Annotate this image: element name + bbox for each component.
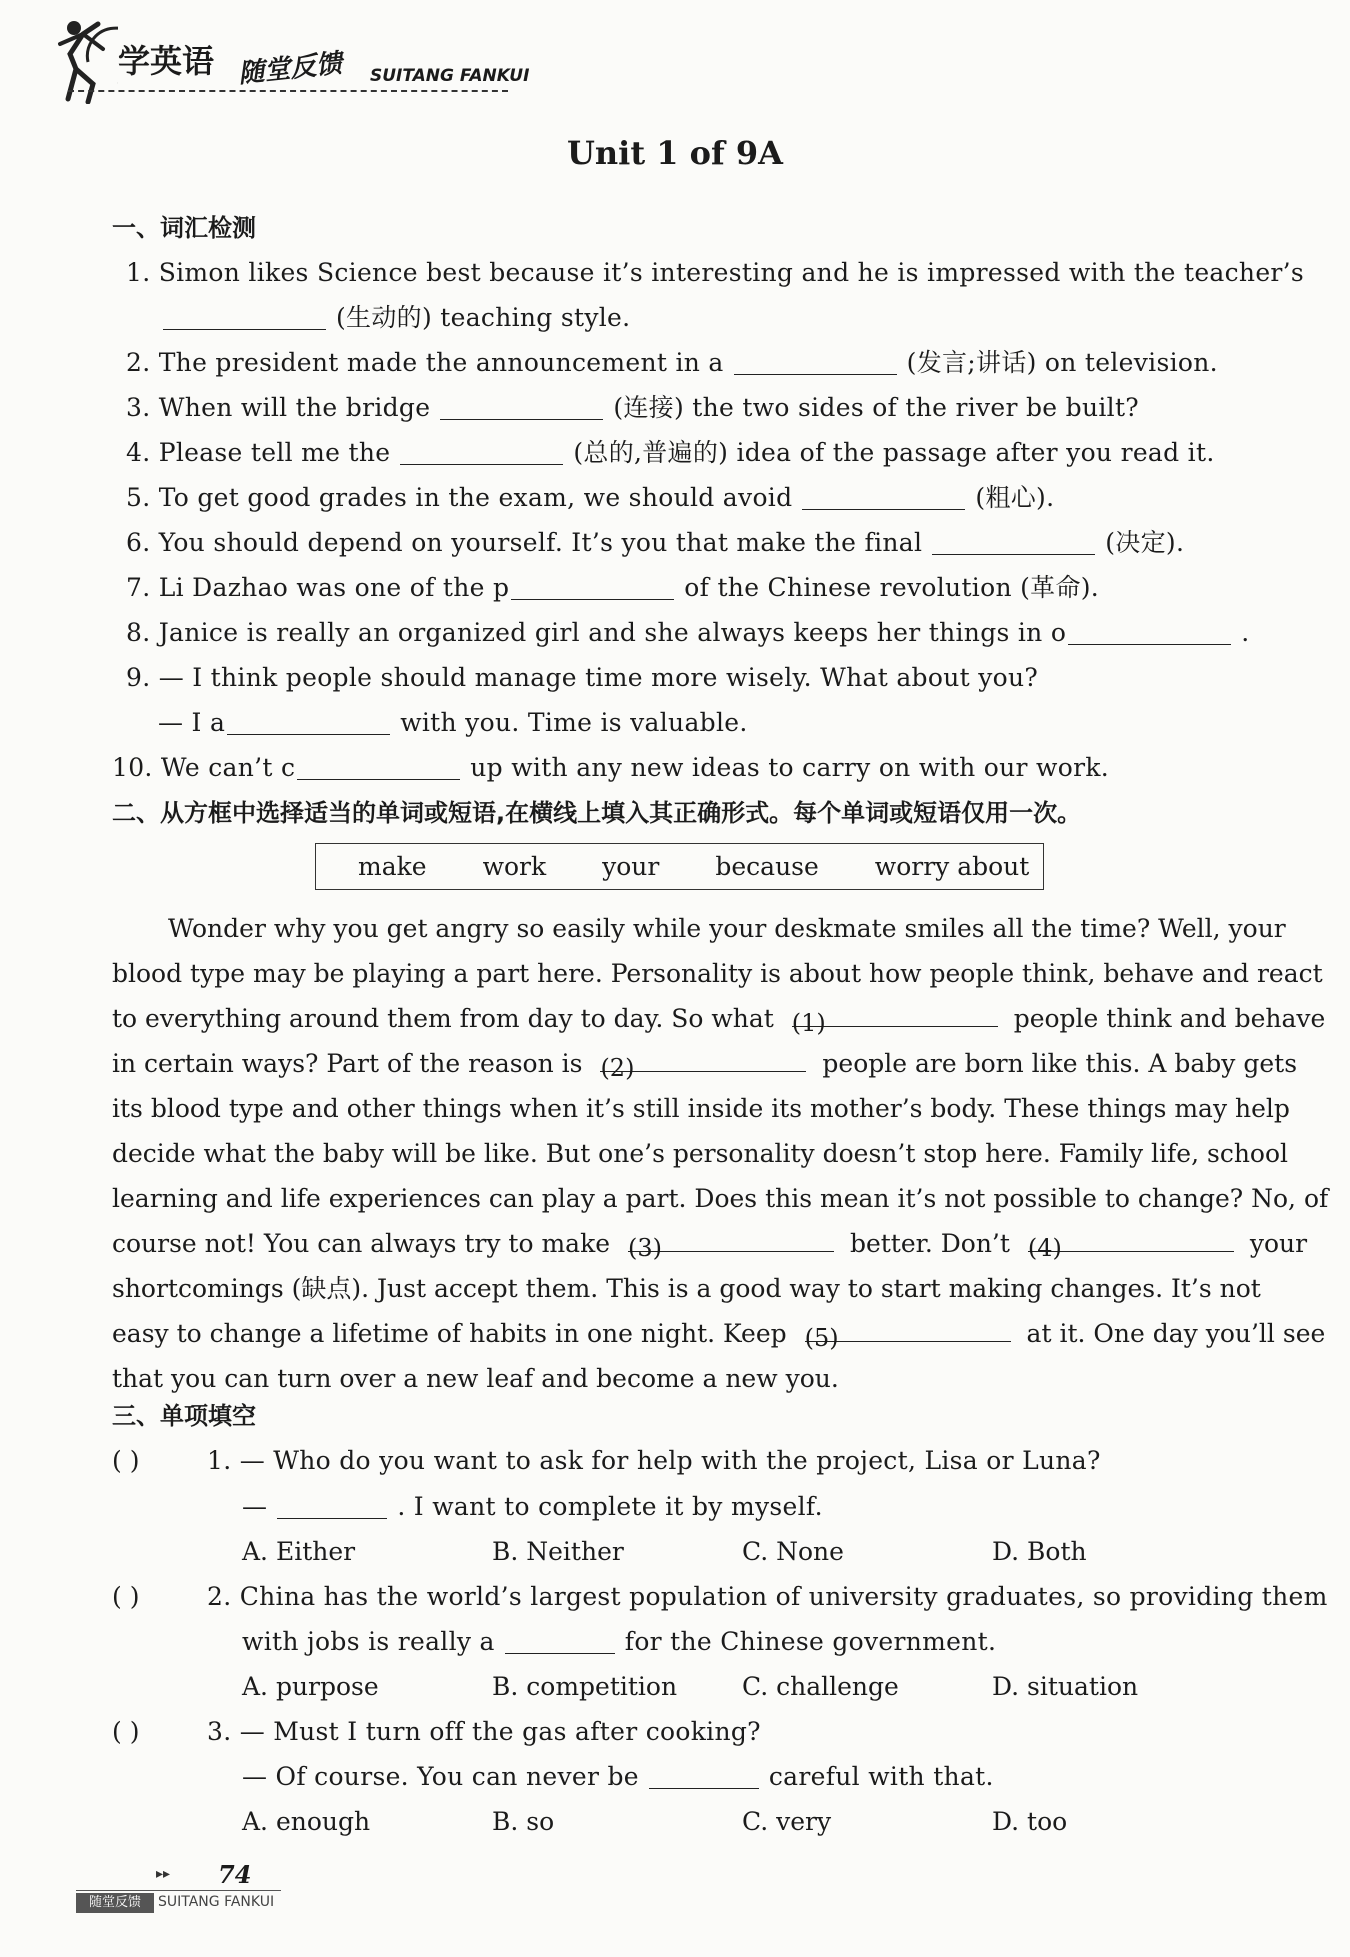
page-arrows-icon: ▸▸ bbox=[156, 1866, 171, 1882]
question-3-reply: — Of course. You can never be careful with that. bbox=[242, 1762, 994, 1791]
option-c[interactable]: C. challenge bbox=[742, 1672, 899, 1701]
vocab-item-7: 7. Li Dazhao was one of the p of the Chinese revolution (革命). bbox=[126, 573, 1100, 602]
cloze-passage bbox=[112, 906, 1329, 1401]
answer-blank[interactable] bbox=[511, 573, 674, 600]
section2-heading: 二、从方框中选择适当的单词或短语,在横线上填入其正确形式。每个单词或短语仅用一次。 bbox=[112, 799, 1082, 827]
answer-blank[interactable] bbox=[400, 438, 563, 465]
answer-blank[interactable] bbox=[440, 393, 603, 420]
vocab-item-6: 6. You should depend on yourself. It’s you that make the final (决定). bbox=[126, 528, 1185, 557]
footer-rule bbox=[76, 1890, 281, 1891]
header-logo bbox=[48, 14, 548, 104]
option-b[interactable]: B. Neither bbox=[492, 1537, 624, 1566]
answer-paren[interactable]: ( ) bbox=[112, 1582, 140, 1611]
passage-line: Wonder why you get angry so easily while your deskmate smiles all the time? Well, your bbox=[168, 914, 1286, 943]
cloze-blank-2[interactable]: (2) bbox=[600, 1045, 806, 1072]
answer-blank[interactable] bbox=[163, 303, 326, 330]
passage-line: easy to change a lifetime of habits in one night. Keep (5) at it. One day you’ll see bbox=[112, 1311, 1250, 1356]
passage-line: its blood type and other things when it’s still inside its mother’s body. These things may help bbox=[112, 1094, 1290, 1123]
answer-blank[interactable] bbox=[227, 708, 390, 735]
answer-blank[interactable] bbox=[734, 348, 897, 375]
vocab-item-4: 4. Please tell me the (总的,普遍的) idea of the passage after you read it. bbox=[126, 438, 1215, 467]
option-a[interactable]: A. purpose bbox=[242, 1672, 379, 1701]
section3-heading: 三、单项填空 bbox=[112, 1402, 256, 1430]
vocab-item-8: 8. Janice is really an organized girl and she always keeps her things in o . bbox=[126, 618, 1250, 647]
question-3: 3. — Must I turn off the gas after cooking? bbox=[207, 1717, 761, 1746]
word-bank-item: work bbox=[482, 852, 547, 881]
option-a[interactable]: A. Either bbox=[242, 1537, 356, 1566]
passage-line: in certain ways? Part of the reason is (2) people are born like this. A baby gets bbox=[112, 1041, 1250, 1086]
option-d[interactable]: D. Both bbox=[992, 1537, 1087, 1566]
option-a[interactable]: A. enough bbox=[242, 1807, 371, 1836]
passage-line: shortcomings (缺点). Just accept them. This is a good way to start making changes. It’s not bbox=[112, 1274, 1261, 1303]
vocab-item-1: 1. Simon likes Science best because it’s interesting and he is impressed with the teacher’s bbox=[126, 258, 1305, 287]
word-bank-item: worry about bbox=[874, 852, 1030, 881]
answer-blank[interactable] bbox=[505, 1627, 615, 1654]
footer-badge: 随堂反馈 bbox=[76, 1893, 154, 1913]
answer-blank[interactable] bbox=[297, 753, 460, 780]
cloze-blank-1[interactable]: (1) bbox=[792, 1000, 998, 1027]
logo-latin: SUITANG FANKUI bbox=[370, 66, 530, 86]
vocab-item-10: 10. We can’t c up with any new ideas to carry on with our work. bbox=[112, 753, 1110, 782]
answer-blank[interactable] bbox=[802, 483, 965, 510]
footer-subtitle: SUITANG FANKUI bbox=[158, 1894, 275, 1910]
header-dashed-rule bbox=[68, 90, 508, 92]
option-d[interactable]: D. too bbox=[992, 1807, 1068, 1836]
passage-line: learning and life experiences can play a part. Does this mean it’s not possible to change? No, of bbox=[112, 1184, 1329, 1213]
vocab-item-9: 9. — I think people should manage time more wisely. What about you? bbox=[126, 663, 1039, 692]
cloze-blank-4[interactable]: (4) bbox=[1028, 1225, 1234, 1252]
logo-script: 随堂反馈 bbox=[236, 48, 344, 90]
answer-blank[interactable] bbox=[649, 1762, 759, 1789]
vocab-item-2: 2. The president made the announcement in a (发言;讲话) on television. bbox=[126, 348, 1218, 377]
passage-line: that you can turn over a new leaf and become a new you. bbox=[112, 1364, 839, 1393]
vocab-item-1-cont: (生动的) teaching style. bbox=[161, 302, 630, 334]
answer-paren[interactable]: ( ) bbox=[112, 1717, 140, 1746]
word-bank-item: your bbox=[602, 852, 660, 881]
option-c[interactable]: C. very bbox=[742, 1807, 832, 1836]
passage-line: to everything around them from day to day. So what (1) people think and behave bbox=[112, 996, 1250, 1041]
vocab-item-9-reply: — I a with you. Time is valuable. bbox=[158, 708, 748, 737]
cloze-blank-3[interactable]: (3) bbox=[628, 1225, 834, 1252]
word-bank-item: because bbox=[715, 852, 819, 881]
vocab-item-5: 5. To get good grades in the exam, we should avoid (粗心). bbox=[126, 483, 1055, 512]
logo-text: 学英语 bbox=[118, 42, 215, 80]
passage-line: decide what the baby will be like. But one’s personality doesn’t stop here. Family life, school bbox=[112, 1139, 1289, 1168]
answer-blank[interactable] bbox=[1068, 618, 1231, 645]
page-number: 74 bbox=[218, 1860, 252, 1889]
option-d[interactable]: D. situation bbox=[992, 1672, 1139, 1701]
answer-blank[interactable] bbox=[932, 528, 1095, 555]
question-2: 2. China has the world’s largest population of university graduates, so providing them bbox=[207, 1582, 1328, 1611]
word-bank-box bbox=[315, 843, 1044, 890]
option-c[interactable]: C. None bbox=[742, 1537, 844, 1566]
passage-line: course not! You can always try to make (3) better. Don’t (4) your bbox=[112, 1221, 1250, 1266]
answer-paren[interactable]: ( ) bbox=[112, 1446, 140, 1475]
vocab-item-3: 3. When will the bridge (连接) the two sides of the river be built? bbox=[126, 393, 1139, 422]
passage-line: blood type may be playing a part here. Personality is about how people think, behave and react bbox=[112, 959, 1323, 988]
cloze-blank-5[interactable]: (5) bbox=[805, 1315, 1011, 1342]
option-b[interactable]: B. competition bbox=[492, 1672, 678, 1701]
option-b[interactable]: B. so bbox=[492, 1807, 555, 1836]
question-1-reply: — . I want to complete it by myself. bbox=[242, 1492, 823, 1521]
page-title: Unit 1 of 9A bbox=[567, 134, 783, 172]
question-2-cont: with jobs is really a for the Chinese government. bbox=[242, 1627, 997, 1656]
section1-heading: 一、词汇检测 bbox=[112, 214, 256, 242]
question-1: 1. — Who do you want to ask for help with the project, Lisa or Luna? bbox=[207, 1446, 1101, 1475]
answer-blank[interactable] bbox=[277, 1492, 387, 1519]
word-bank-item: make bbox=[358, 852, 427, 881]
